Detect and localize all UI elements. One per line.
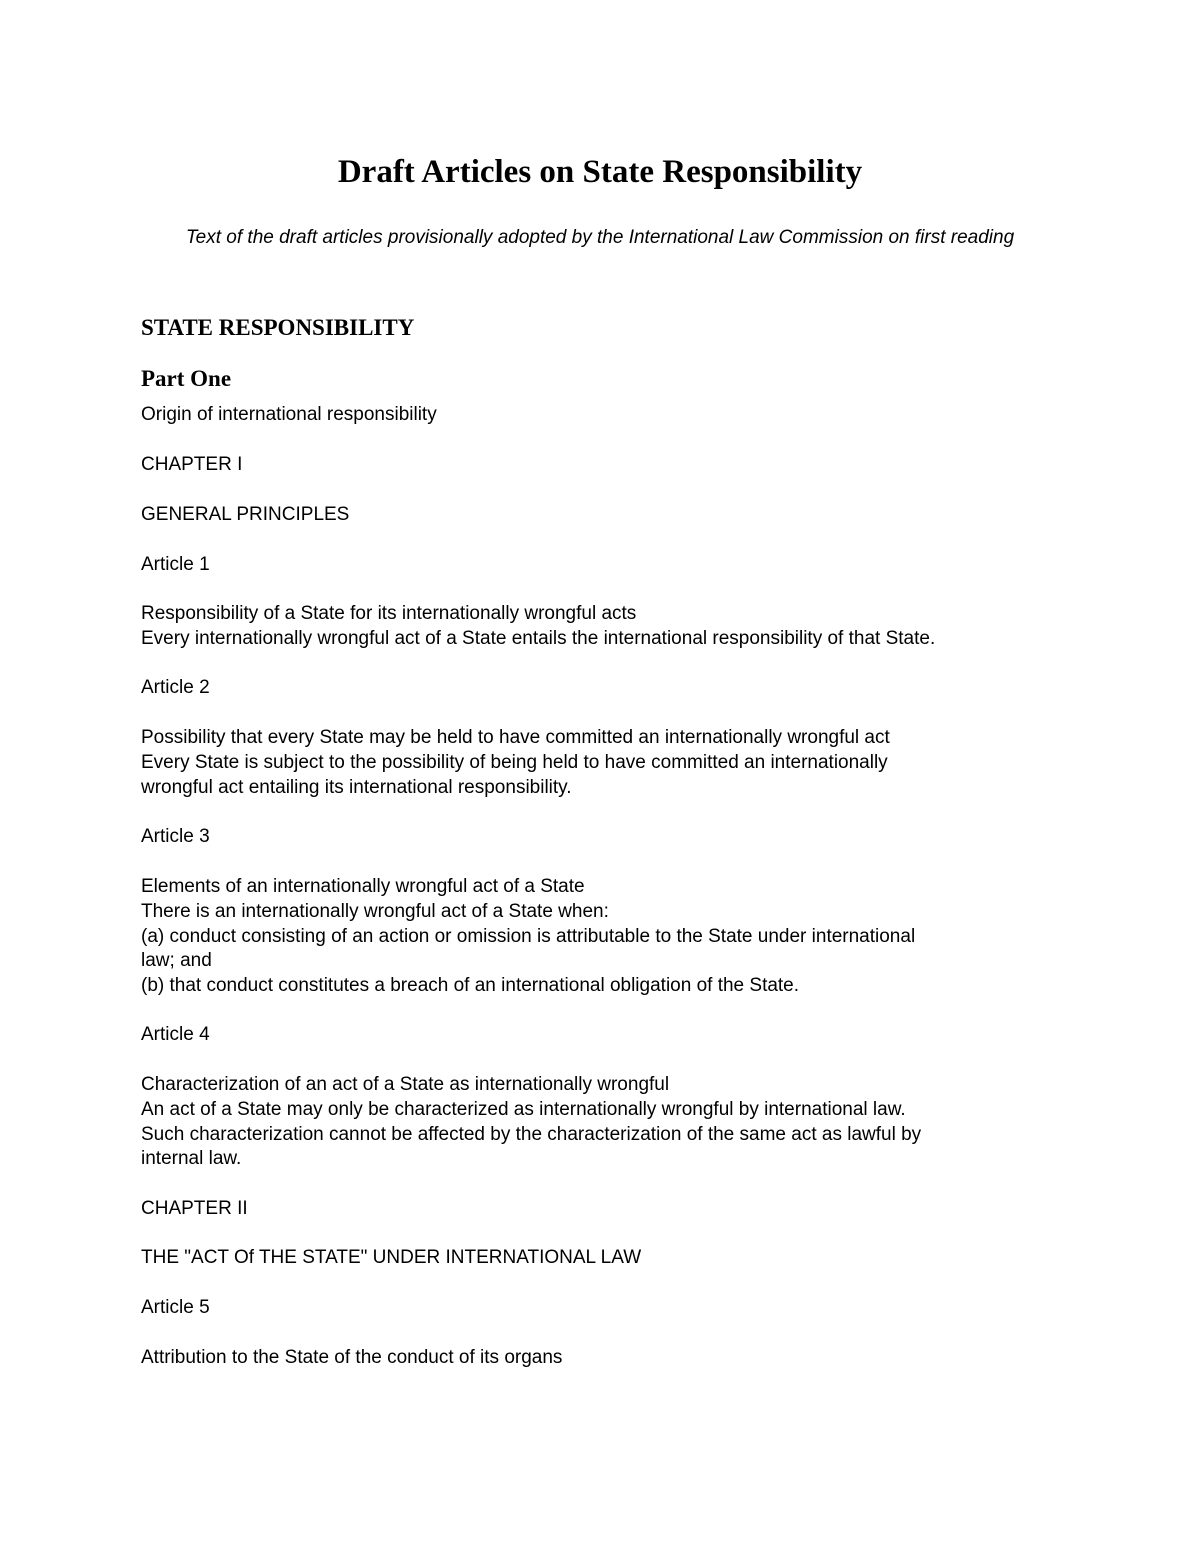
- article-3-heading: Elements of an internationally wrongful act of a State: [141, 876, 585, 897]
- document-title: Draft Articles on State Responsibility: [337, 154, 863, 190]
- article-4-label: Article 4: [141, 1024, 210, 1045]
- article-2-text-line: Every State is subject to the possibility of being held to have committed an internationally: [141, 752, 888, 773]
- article-1-label: Article 1: [141, 554, 210, 575]
- article-4-heading: Characterization of an act of a State as internationally wrongful: [141, 1074, 670, 1095]
- article-5-heading: Attribution to the State of the conduct of its organs: [141, 1347, 563, 1368]
- article-2-heading: Possibility that every State may be held to have committed an internationally wrongful act: [141, 727, 890, 748]
- article-5-label: Article 5: [141, 1297, 210, 1318]
- article-2-label: Article 2: [141, 677, 210, 698]
- chapter-1-title: GENERAL PRINCIPLES: [141, 504, 350, 525]
- section-heading: STATE RESPONSIBILITY: [141, 315, 415, 340]
- article-3-label: Article 3: [141, 826, 210, 847]
- article-3-text-line: There is an internationally wrongful act of a State when:: [141, 901, 609, 922]
- document-subtitle: Text of the draft articles provisionally adopted by the International Law Commission on first reading: [185, 227, 1015, 248]
- article-1-heading: Responsibility of a State for its internationally wrongful acts: [141, 603, 637, 624]
- part-title: Origin of international responsibility: [141, 404, 437, 425]
- chapter-1-label: CHAPTER I: [141, 454, 243, 475]
- article-4-text-line: Such characterization cannot be affected by the characterization of the same act as lawful by: [141, 1124, 922, 1145]
- chapter-2-title: THE "ACT Of THE STATE" UNDER INTERNATIONAL LAW: [141, 1247, 642, 1268]
- article-1-text-line: Every internationally wrongful act of a State entails the international responsibility of that State.: [141, 628, 936, 649]
- article-3-text-line: (b) that conduct constitutes a breach of an international obligation of the State.: [141, 975, 800, 996]
- part-heading: Part One: [141, 366, 232, 391]
- article-3-text-line: law; and: [141, 950, 212, 971]
- article-3-text-line: (a) conduct consisting of an action or omission is attributable to the State under international: [141, 926, 916, 947]
- chapter-2-label: CHAPTER II: [141, 1198, 248, 1219]
- article-4-text-line: An act of a State may only be characterized as internationally wrongful by international law.: [141, 1099, 906, 1120]
- article-4-text-line: internal law.: [141, 1148, 242, 1169]
- article-2-text-line: wrongful act entailing its international responsibility.: [141, 777, 572, 798]
